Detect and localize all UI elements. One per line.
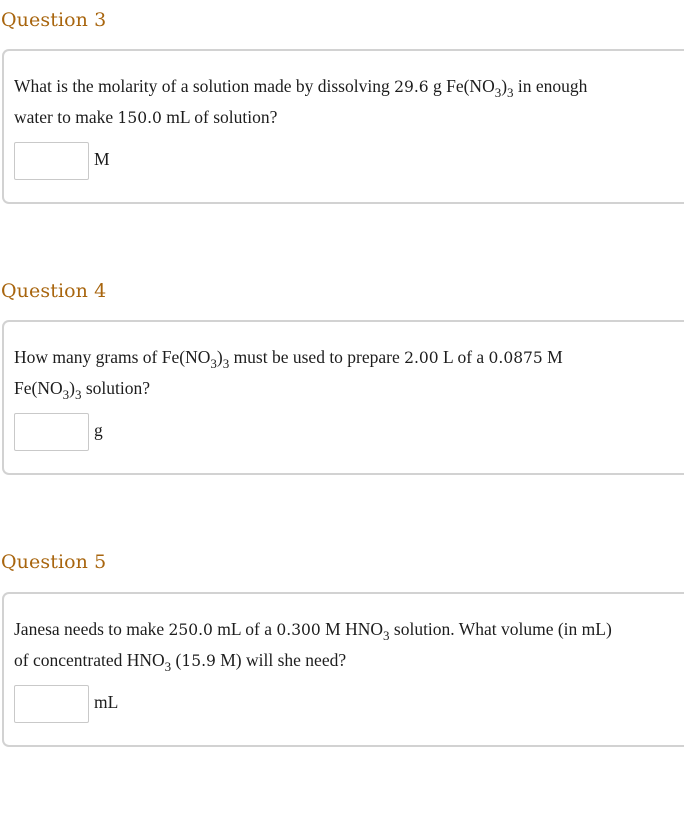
question-3-answer-row (14, 142, 110, 180)
question-4-heading: Question 4 (1, 280, 107, 302)
question-5-answer-row (14, 685, 118, 723)
question-5-line-2: of concentrated $HNO_3$ (15.9 M) will she need? (14, 650, 347, 674)
question-5-card (2, 592, 684, 747)
question-4-answer-row (14, 413, 103, 451)
question-5-unit-label: mL (94, 691, 119, 712)
question-4-line-2: $Fe(NO_3)_3$ solution? (14, 378, 150, 402)
question-5-text (14, 614, 684, 676)
question-3-line-2: water to make 150.0 mL of solution? (14, 107, 278, 127)
question-3-heading: Question 3 (1, 9, 107, 31)
question-5-heading: Question 5 (1, 551, 107, 573)
question-3-answer-input[interactable] (14, 142, 89, 180)
question-4-unit-label: g (94, 419, 103, 440)
question-4-text (14, 342, 684, 403)
question-3-card (2, 49, 684, 204)
question-3-text (14, 71, 684, 133)
question-3-line-1: What is the molarity of a solution made by dissolving 29.6 g $Fe(NO_3)_3$ in enough (14, 76, 588, 100)
question-5-answer-input[interactable] (14, 685, 89, 723)
question-4-line-1: How many grams of $Fe(NO_3)_3$ must be used to prepare 2.00 L of a 0.0875 M (14, 347, 563, 371)
question-5-line-1: Janesa needs to make 250.0 mL of a 0.300 M $HNO_3$ solution. What volume (in mL) (14, 619, 612, 643)
question-3-unit-label: M (94, 148, 110, 169)
question-4-answer-input[interactable] (14, 413, 89, 451)
question-4-card (2, 320, 684, 475)
